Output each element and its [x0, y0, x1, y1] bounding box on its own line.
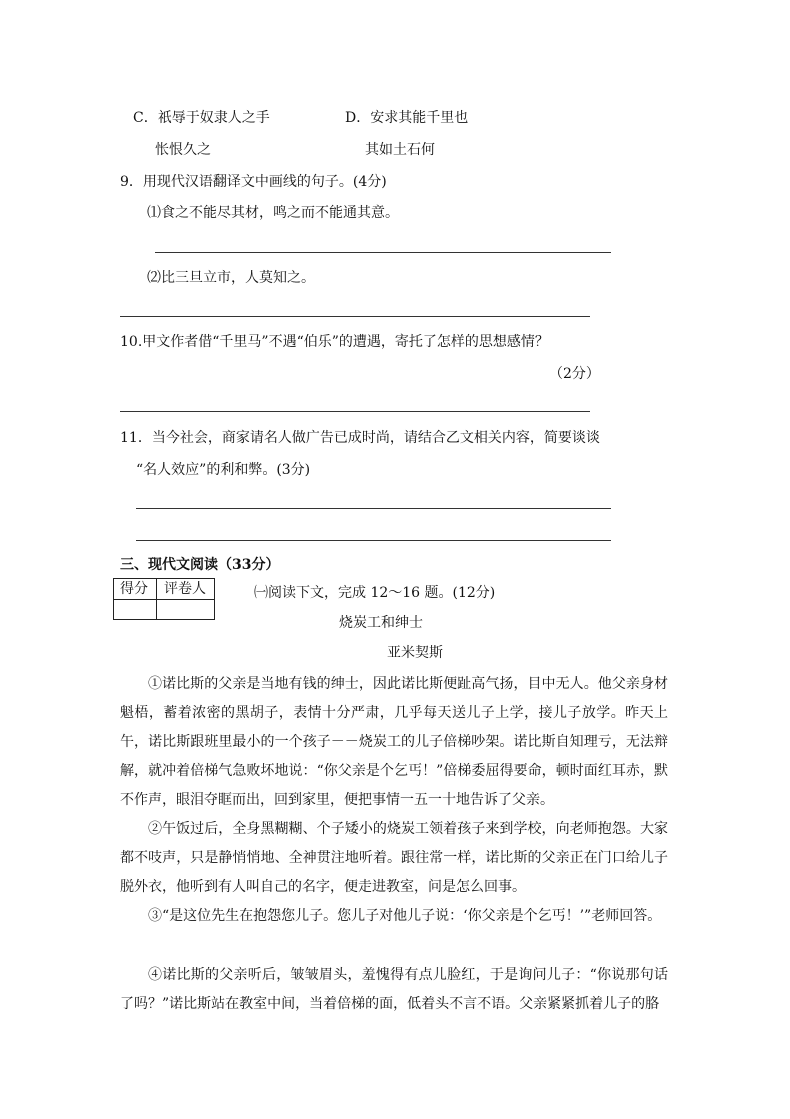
grader-label: 评卷人: [164, 581, 206, 597]
q10-title: 10.甲文作者借“千里马”不遇“伯乐”的遭遇，寄托了怎样的思想感情？: [120, 334, 549, 350]
answer-line[interactable]: [136, 540, 611, 541]
q10-score: （2分）: [549, 366, 600, 382]
score-label: 得分: [120, 581, 148, 597]
reading-instruction: ㈠阅读下文，完成 12～16 题。(12分): [254, 585, 496, 601]
q9-item-2: ⑵比三旦立市，人莫知之。: [147, 270, 315, 286]
option-c-sub: 怅恨久之: [155, 142, 211, 158]
q11-line-1: 11．当今社会，商家请名人做广告已成时尚，请结合乙文相关内容，简要谈谈: [120, 430, 600, 446]
q11-line-2: “名人效应”的利和弊。(3分): [136, 462, 311, 478]
section-heading: 三、现代文阅读（33分）: [120, 557, 280, 573]
answer-line[interactable]: [120, 411, 590, 412]
answer-line[interactable]: [155, 252, 611, 253]
option-c: C．祇辱于奴隶人之手: [133, 110, 270, 126]
article-title: 烧炭工和绅士: [339, 615, 423, 631]
answer-line[interactable]: [136, 508, 611, 509]
paragraph-3: ③“是这位先生在抱怨您儿子。您儿子对他儿子说：‘你父亲是个乞丐！’”老师回答。: [148, 908, 662, 924]
article-author: 亚米契斯: [387, 645, 443, 661]
score-box: [113, 578, 215, 620]
paragraph-2: ②午饭过后，全身黑糊糊、个子矮小的烧炭工领着孩子来到学校，向老师抱怨。大家都不吱声，只是静悄悄地、全神贯注地听着。跟往常一样，诺比斯的父亲正在门口给儿子脱外衣，他听到有人叫自己的名字，便走进教室，问是怎么回事。: [120, 821, 668, 895]
paragraph-1: ①诺比斯的父亲是当地有钱的绅士，因此诺比斯便趾高气扬，目中无人。他父亲身材魁梧，蓄着浓密的黑胡子，表情十分严肃，几乎每天送儿子上学，接儿子放学。昨天上午，诺比斯跟班里最小的一个孩子－－烧炭工的儿子倍梯吵架。诺比斯自知理亏，无法辩解，就冲着倍梯气急败坏地说：“你父亲是个乞丐！”倍梯委屈得要命，顿时面红耳赤，默不作声，眼泪夺眶而出，回到家里，便把事情一五一十地告诉了父亲。: [120, 676, 668, 808]
q9-title: 9．用现代汉语翻译文中画线的句子。(4分): [120, 174, 387, 190]
option-d-sub: 其如土石何: [365, 142, 435, 158]
q9-item-1: ⑴食之不能尽其材，鸣之而不能通其意。: [147, 205, 399, 221]
paragraph-4: ④诺比斯的父亲听后，皱皱眉头，羞愧得有点儿脸红，于是询问儿子：“你说那句话了吗？”诺比斯站在教室中间，当着倍梯的面，低着头不言不语。父亲紧紧抓着儿子的胳: [120, 967, 668, 1012]
answer-line[interactable]: [120, 316, 590, 317]
option-d: D．安求其能千里也: [345, 110, 469, 126]
